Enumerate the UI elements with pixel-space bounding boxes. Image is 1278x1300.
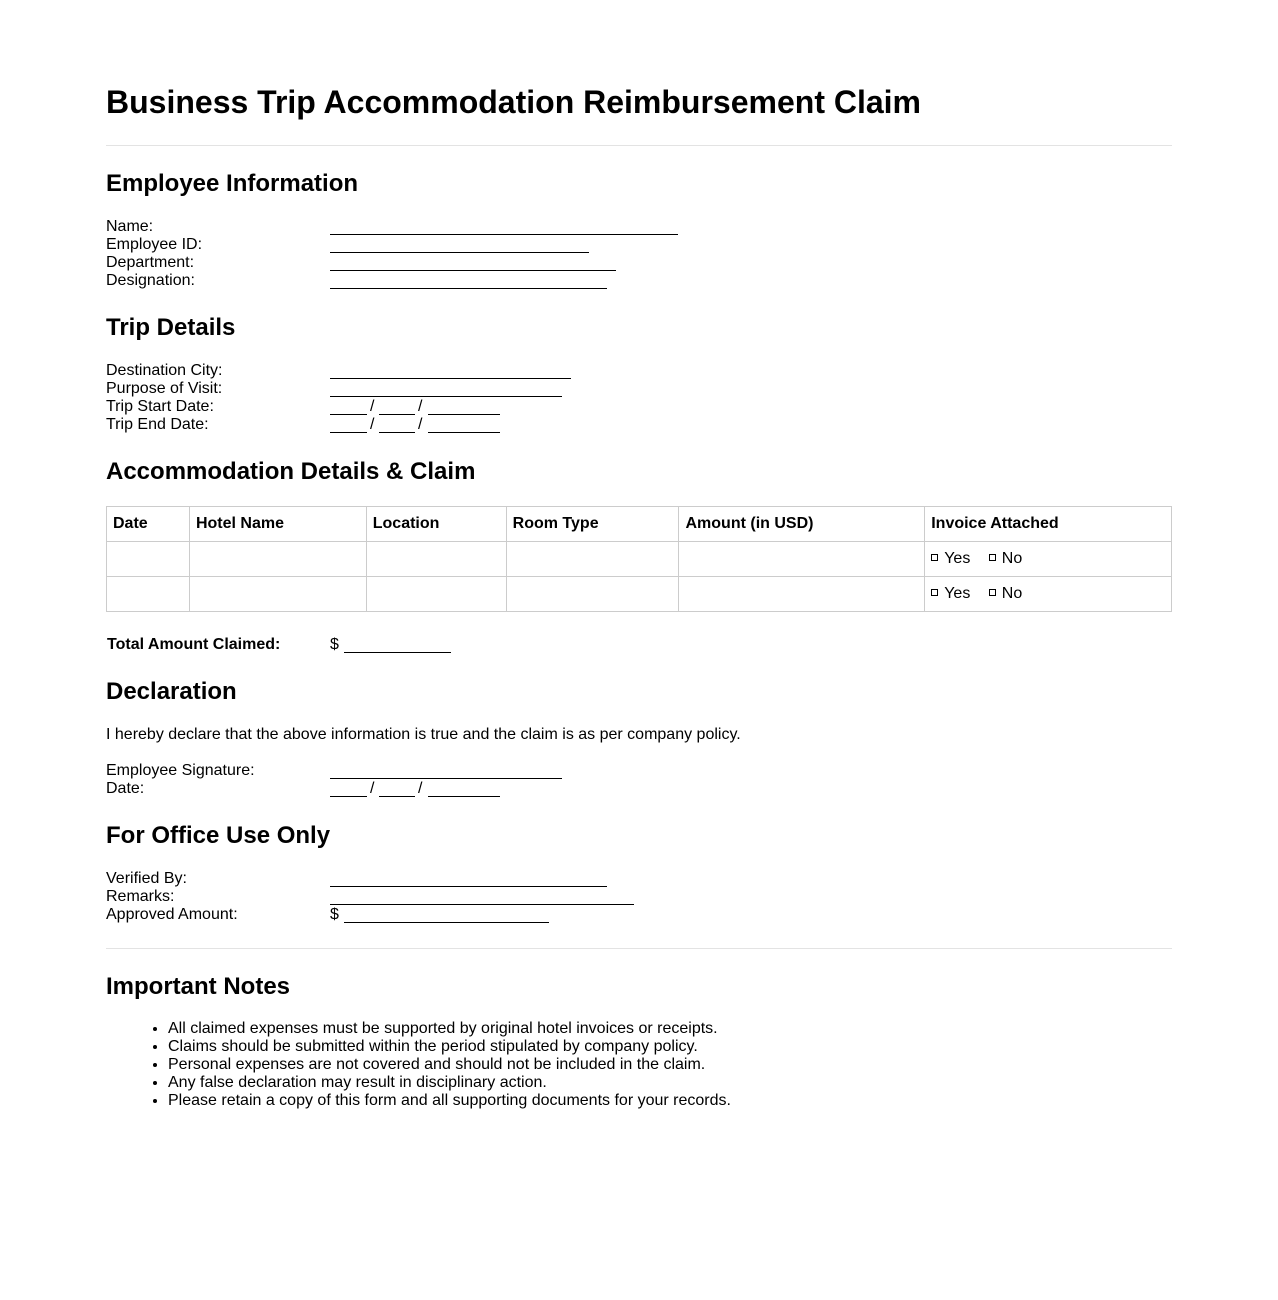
purpose-field	[106, 380, 1172, 398]
list-item: • Claims should be submitted within the period stipulated by company policy.	[168, 1038, 731, 1056]
list-item: • Personal expenses are not covered and should not be included in the claim.	[168, 1056, 731, 1074]
designation-input-line[interactable]	[330, 288, 607, 289]
date-cell[interactable]	[107, 542, 190, 577]
table-header-row	[107, 507, 1172, 542]
yes-label: Yes	[944, 585, 971, 602]
trip-start-field	[106, 398, 1172, 416]
date-separator: /	[418, 416, 423, 433]
signature-input-line[interactable]	[330, 778, 562, 779]
no-label: No	[1001, 550, 1023, 567]
column-header-invoice: Invoice Attached	[925, 507, 1172, 542]
amount-cell[interactable]	[679, 577, 925, 612]
location-cell[interactable]	[366, 542, 506, 577]
room-type-cell[interactable]	[506, 542, 679, 577]
declaration-text: I hereby declare that the above information is true and the claim is as per company policy.	[106, 726, 741, 743]
destination-input-line[interactable]	[330, 378, 571, 379]
purpose-input-line[interactable]	[330, 396, 562, 397]
page-title: Business Trip Accommodation Reimbursement Claim	[106, 84, 921, 120]
room-type-cell[interactable]	[506, 577, 679, 612]
table-row	[107, 577, 1172, 612]
list-item: • Please retain a copy of this form and all supporting documents for your records.	[168, 1092, 731, 1110]
trip-end-label: Trip End Date:	[106, 416, 209, 433]
declaration-date-label: Date:	[106, 780, 145, 797]
date-separator: /	[370, 416, 375, 433]
invoice-cell	[925, 577, 1172, 612]
accommodation-section-heading: Accommodation Details & Claim	[106, 458, 476, 485]
total-amount-field	[106, 636, 1172, 654]
yes-label: Yes	[944, 550, 971, 567]
notes-section-heading: Important Notes	[106, 973, 291, 1000]
total-amount-label: Total Amount Claimed:	[107, 636, 281, 653]
verified-by-input-line[interactable]	[330, 886, 607, 887]
total-amount-input-line[interactable]	[344, 652, 451, 653]
currency-symbol: $	[330, 636, 339, 653]
hotel-cell[interactable]	[189, 577, 366, 612]
divider	[106, 948, 1172, 949]
trip-start-label: Trip Start Date:	[106, 398, 214, 415]
department-field	[106, 254, 1172, 272]
currency-symbol: $	[330, 906, 339, 923]
remarks-field	[106, 888, 1172, 906]
invoice-no-option[interactable]	[989, 585, 1022, 603]
list-item: • Any false declaration may result in disciplinary action.	[168, 1074, 731, 1092]
date-separator: /	[370, 398, 375, 415]
remarks-input-line[interactable]	[330, 904, 634, 905]
signature-field	[106, 762, 1172, 780]
signature-label: Employee Signature:	[106, 762, 255, 779]
no-checkbox[interactable]	[989, 589, 996, 596]
destination-field	[106, 362, 1172, 380]
approved-amount-input-line[interactable]	[344, 922, 549, 923]
column-header-hotel: Hotel Name	[189, 507, 366, 542]
department-input-line[interactable]	[330, 270, 616, 271]
start-month-line[interactable]	[379, 414, 415, 415]
verified-by-field	[106, 870, 1172, 888]
list-item: • All claimed expenses must be supported by original hotel invoices or receipts.	[168, 1020, 731, 1038]
yes-checkbox[interactable]	[931, 554, 938, 561]
hotel-cell[interactable]	[189, 542, 366, 577]
end-year-line[interactable]	[428, 432, 500, 433]
column-header-date: Date	[107, 507, 190, 542]
date-cell[interactable]	[107, 577, 190, 612]
yes-checkbox[interactable]	[931, 589, 938, 596]
accommodation-table	[106, 506, 1172, 612]
table-row	[107, 542, 1172, 577]
divider	[106, 145, 1172, 146]
designation-field	[106, 272, 1172, 290]
purpose-label: Purpose of Visit:	[106, 380, 223, 397]
invoice-no-option[interactable]	[989, 550, 1022, 568]
approved-amount-label: Approved Amount:	[106, 906, 238, 923]
employee-section-heading: Employee Information	[106, 170, 359, 197]
end-day-line[interactable]	[330, 432, 367, 433]
column-header-location: Location	[366, 507, 506, 542]
declaration-date-field	[106, 780, 1172, 798]
amount-cell[interactable]	[679, 542, 925, 577]
employee-id-label: Employee ID:	[106, 236, 203, 253]
designation-label: Designation:	[106, 272, 195, 289]
destination-label: Destination City:	[106, 362, 223, 379]
date-separator: /	[370, 780, 375, 797]
invoice-cell	[925, 542, 1172, 577]
decl-month-line[interactable]	[379, 796, 415, 797]
name-input-line[interactable]	[330, 234, 678, 235]
invoice-yes-option[interactable]	[931, 585, 970, 603]
start-year-line[interactable]	[428, 414, 500, 415]
start-day-line[interactable]	[330, 414, 367, 415]
end-month-line[interactable]	[379, 432, 415, 433]
name-label: Name:	[106, 218, 154, 235]
department-label: Department:	[106, 254, 195, 271]
office-section-heading: For Office Use Only	[106, 822, 331, 849]
employee-id-field	[106, 236, 1172, 254]
invoice-yes-option[interactable]	[931, 550, 970, 568]
column-header-amount: Amount (in USD)	[679, 507, 925, 542]
verified-by-label: Verified By:	[106, 870, 187, 887]
remarks-label: Remarks:	[106, 888, 175, 905]
date-separator: /	[418, 398, 423, 415]
trip-section-heading: Trip Details	[106, 314, 236, 341]
no-checkbox[interactable]	[989, 554, 996, 561]
trip-end-field	[106, 416, 1172, 434]
notes-list	[168, 1020, 731, 1110]
name-field	[106, 218, 1172, 236]
approved-amount-field	[106, 906, 1172, 924]
location-cell[interactable]	[366, 577, 506, 612]
no-label: No	[1001, 585, 1023, 602]
decl-year-line[interactable]	[428, 796, 500, 797]
declaration-section-heading: Declaration	[106, 678, 237, 705]
employee-id-input-line[interactable]	[330, 252, 589, 253]
date-separator: /	[418, 780, 423, 797]
decl-day-line[interactable]	[330, 796, 367, 797]
column-header-room-type: Room Type	[506, 507, 679, 542]
